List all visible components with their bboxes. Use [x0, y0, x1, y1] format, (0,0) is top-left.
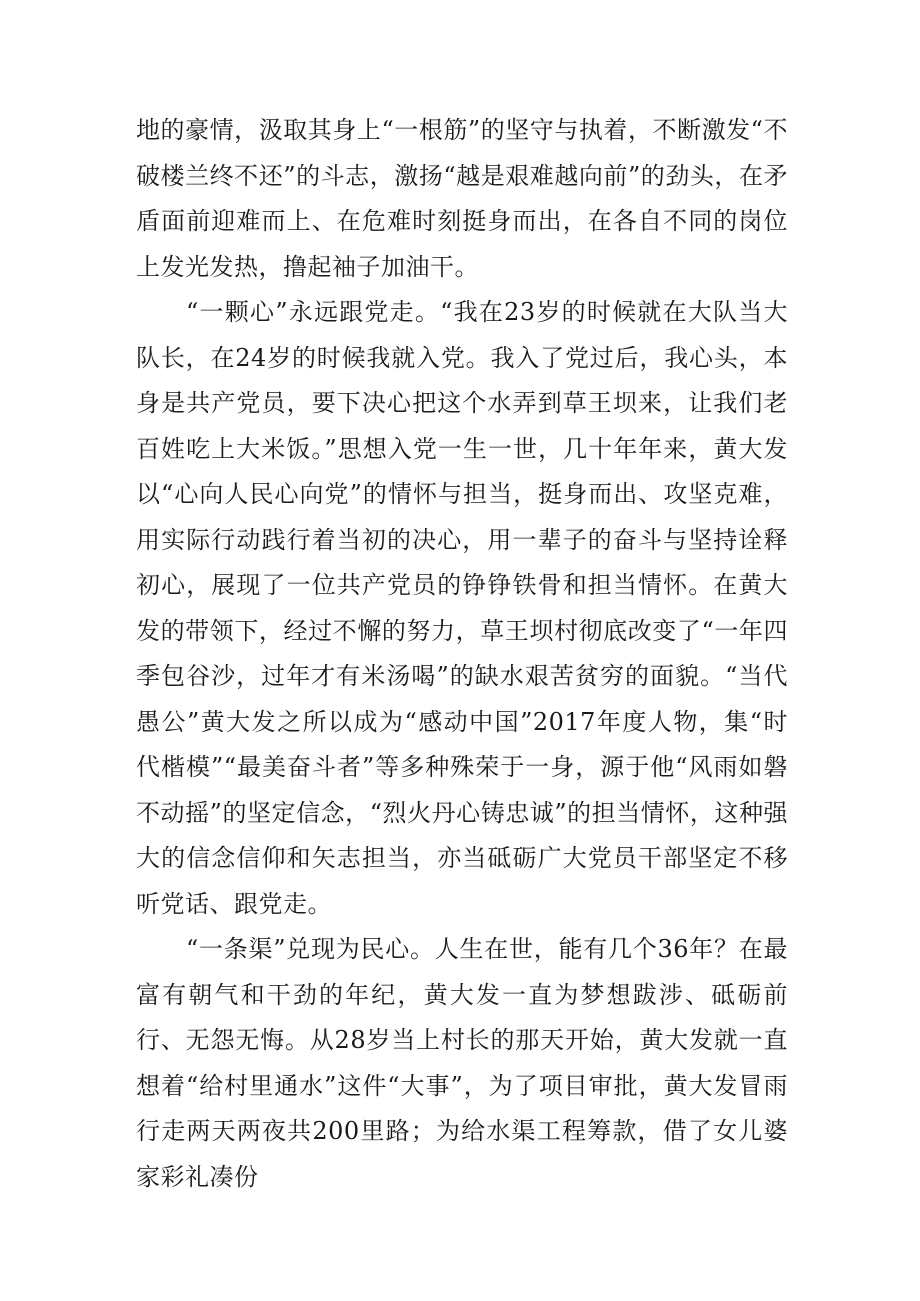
paragraph-one-heart: “一颗心”永远跟党走。“我在23岁的时候就在大队当大队长，在24岁的时候我就入党。我入了党过后，我心头，本身是共产党员，要下决心把这个水弄到草王坝来，让我们老百姓吃上大米饭。”思想入党一生一世，几十年年来，黄大发以“心向人民心向党”的情怀与担当，挺身而出、攻坚克难，用实际行动践行着当初的决心，用一辈子的奋斗与坚持诠释初心，展现了一位共产党员的铮铮铁骨和担当情怀。在黄大发的带领下，经过不懈的努力，草王坝村彻底改变了“一年四季包谷沙，过年才有米汤喝”的缺水艰苦贫穷的面貌。“当代愚公”黄大发之所以成为“感动中国”2017年度人物，集“时代楷模”“最美奋斗者”等多种殊荣于一身，源于他“风雨如磐不动摇”的坚定信念，“烈火丹心铸忠诚”的担当情怀，这种强大的信念信仰和矢志担当，亦当砥砺广大党员干部坚定不移听党话、跟党走。	[136, 298, 788, 918]
document-body	[136, 108, 788, 1200]
paragraph-continuation: 地的豪情，汲取其身上“一根筋”的坚守与执着，不断激发“不破楼兰终不还”的斗志，激扬“越是艰难越向前”的劲头，在矛盾面前迎难而上、在危难时刻挺身而出，在各自不同的岗位上发光发热，撸起袖子加油干。	[136, 116, 788, 281]
paragraph-one-canal: “一条渠”兑现为民心。人生在世，能有几个36年？在最富有朝气和干劲的年纪，黄大发一直为梦想跋涉、砥砺前行、无怨无悔。从28岁当上村长的那天开始，黄大发就一直想着“给村里通水”这件“大事”，为了项目审批，黄大发冒雨行走两天两夜共200里路；为给水渠工程筹款，借了女儿婆家彩礼凑份	[136, 935, 788, 1191]
